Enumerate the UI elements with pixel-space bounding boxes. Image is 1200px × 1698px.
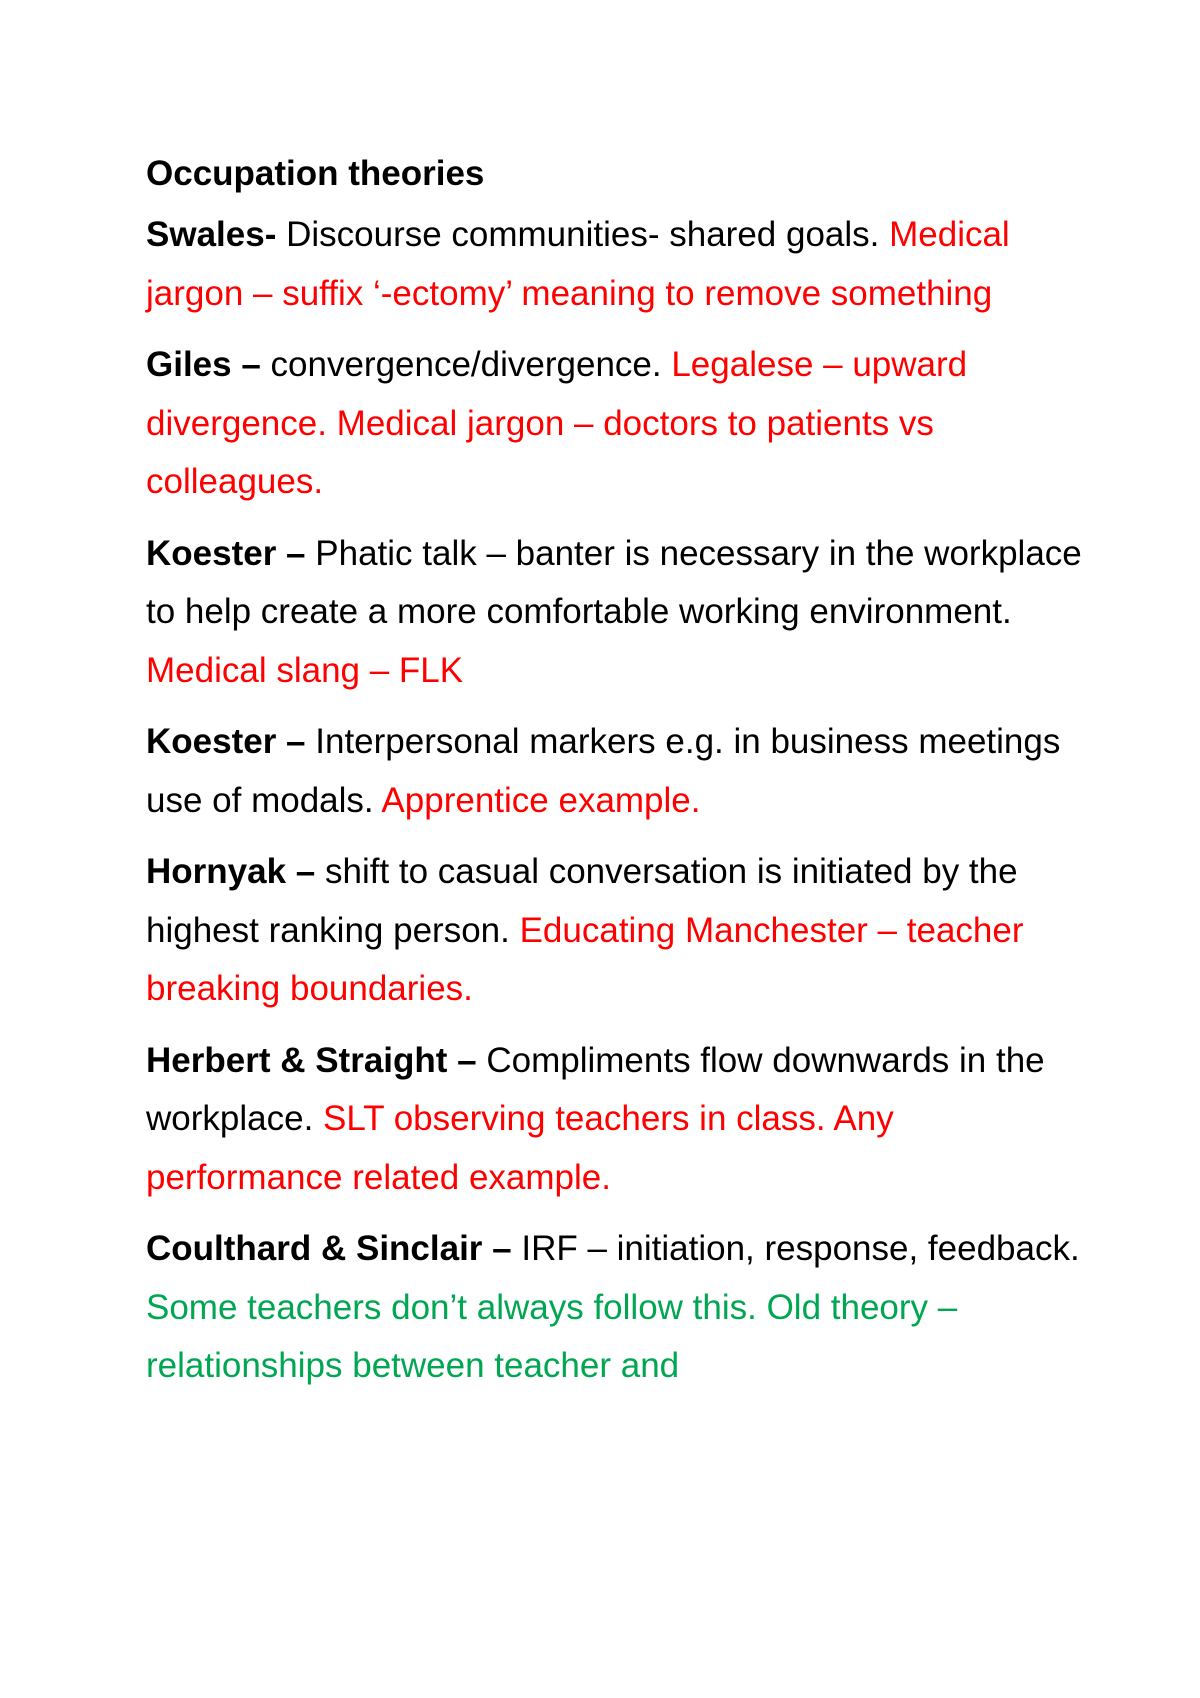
theory-text: Compliments flow downwards in the workplace. xyxy=(146,1040,1045,1138)
theorist-name: Hornyak – xyxy=(146,852,316,891)
theory-entry-swales xyxy=(146,206,1086,323)
theorist-name: Coulthard & Sinclair – xyxy=(146,1229,512,1268)
example-text: SLT observing teachers in class. Any performance related example. xyxy=(146,1099,894,1197)
theory-entry-coulthard-sinclair xyxy=(146,1220,1086,1396)
theorist-name: Herbert & Straight – xyxy=(146,1040,477,1080)
theory-entry-herbert-straight xyxy=(146,1032,1086,1208)
example-text: Medical jargon – suffix ‘-ectomy’ meaning to remove something xyxy=(146,215,1010,313)
page-title: Occupation theories xyxy=(146,154,485,193)
theorist-name: Koester – xyxy=(146,722,306,761)
theorist-name: Giles – xyxy=(146,345,261,384)
theory-text: IRF – initiation, response, feedback. xyxy=(511,1229,1080,1268)
theory-entry-koester-phatic xyxy=(146,525,1086,701)
theory-entry-giles xyxy=(146,336,1086,512)
theory-text: shift to casual conversation is initiated by the highest ranking person. xyxy=(146,852,1018,950)
example-text: Apprentice example. xyxy=(381,780,701,820)
theory-entry-hornyak xyxy=(146,843,1086,1019)
theory-text: convergence/divergence. xyxy=(260,345,672,384)
example-text: Legalese – upward divergence. Medical jargon – doctors to patients vs colleagues. xyxy=(146,345,968,501)
theory-text: Interpersonal markers e.g. in business meetings use of modals. xyxy=(146,722,1061,820)
theory-text: Discourse communities- shared goals. xyxy=(276,215,890,254)
document-page xyxy=(146,148,1086,1409)
theorist-name: Koester – xyxy=(146,533,306,573)
example-text: Educating Manchester – teacher breaking boundaries. xyxy=(146,910,1024,1008)
example-text: Medical slang – FLK xyxy=(146,650,464,690)
theory-entry-koester-markers xyxy=(146,713,1086,830)
critique-text: Some teachers don’t always follow this. Old theory – relationships between teacher and xyxy=(146,1287,958,1385)
theory-text: Phatic talk – banter is necessary in the workplace to help create a more comfortable working environment. xyxy=(146,533,1082,631)
theorist-name: Swales- xyxy=(146,215,277,254)
